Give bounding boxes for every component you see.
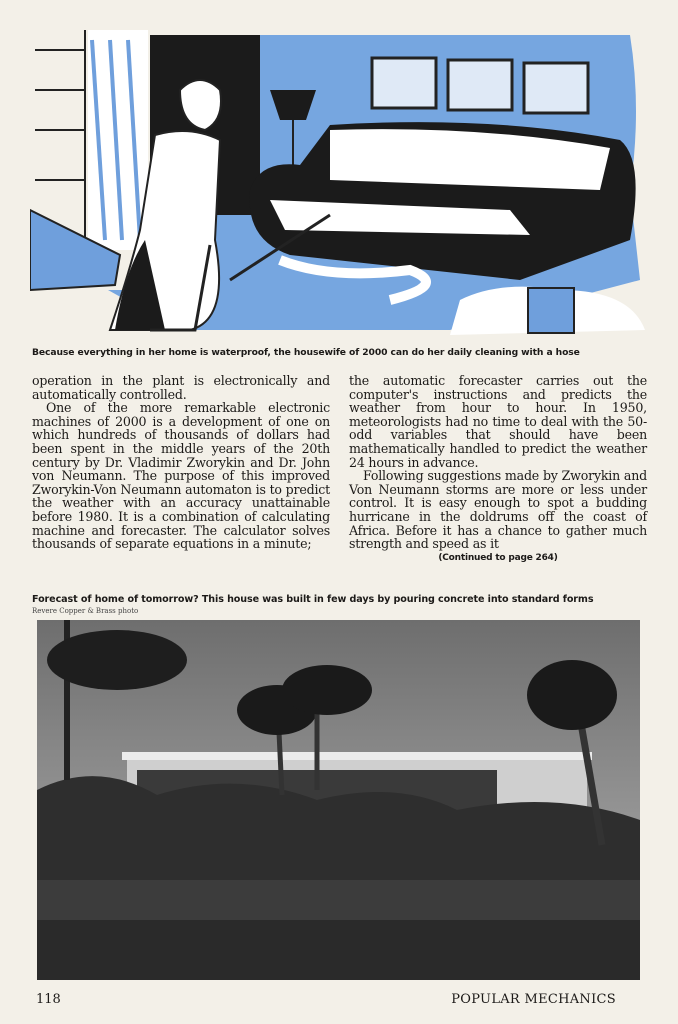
article-column-left	[32, 374, 330, 551]
continued-notice: (Continued to page 264)	[438, 552, 558, 563]
paragraph: the automatic forecaster carries out the computer's instructions and predicts the weather from hour to hour. In 1950, meteorologists had no time to deal with the 50-odd variables that should have been mathematically handled to predict the weather 24 hours in advance.	[349, 373, 647, 470]
illustration-caption: Because everything in her home is waterproof, the housewife of 2000 can do her daily cleaning with a hose	[32, 347, 580, 358]
photo-concrete-house	[37, 620, 640, 980]
photo-credit: Revere Copper & Brass photo	[32, 607, 139, 615]
paragraph: Following suggestions made by Zworykin and Von Neumann storms are more or less under control. It is easy enough to spot a budding hurricane in the doldrums off the coast of Africa. Before it has a chance to gather much strength and speed as it	[349, 468, 647, 552]
magazine-name: POPULAR MECHANICS	[451, 992, 616, 1007]
illustration-housewife-hosing-sofa	[30, 30, 645, 335]
paragraph: One of the more remarkable electronic machines of 2000 is a development of one on which hundreds of thousands of dollars had been spent in the middle years of the 20th century by Dr. Vladimir Zworykin and Dr. John von Neumann. The purpose of this improved Zworykin-Von Neumann automaton is to predict the weather with an accuracy unattainable before 1980. It is a combination of calculating machine and forecaster. The calculator solves thousands of separate equations in a minute;	[32, 400, 330, 552]
paragraph: operation in the plant is electronically and automatically controlled.	[32, 373, 330, 402]
photo-caption: Forecast of home of tomorrow? This house was built in few days by pouring concrete into standard forms	[32, 594, 594, 605]
page-number: 118	[36, 992, 61, 1007]
article-column-right	[349, 374, 647, 565]
